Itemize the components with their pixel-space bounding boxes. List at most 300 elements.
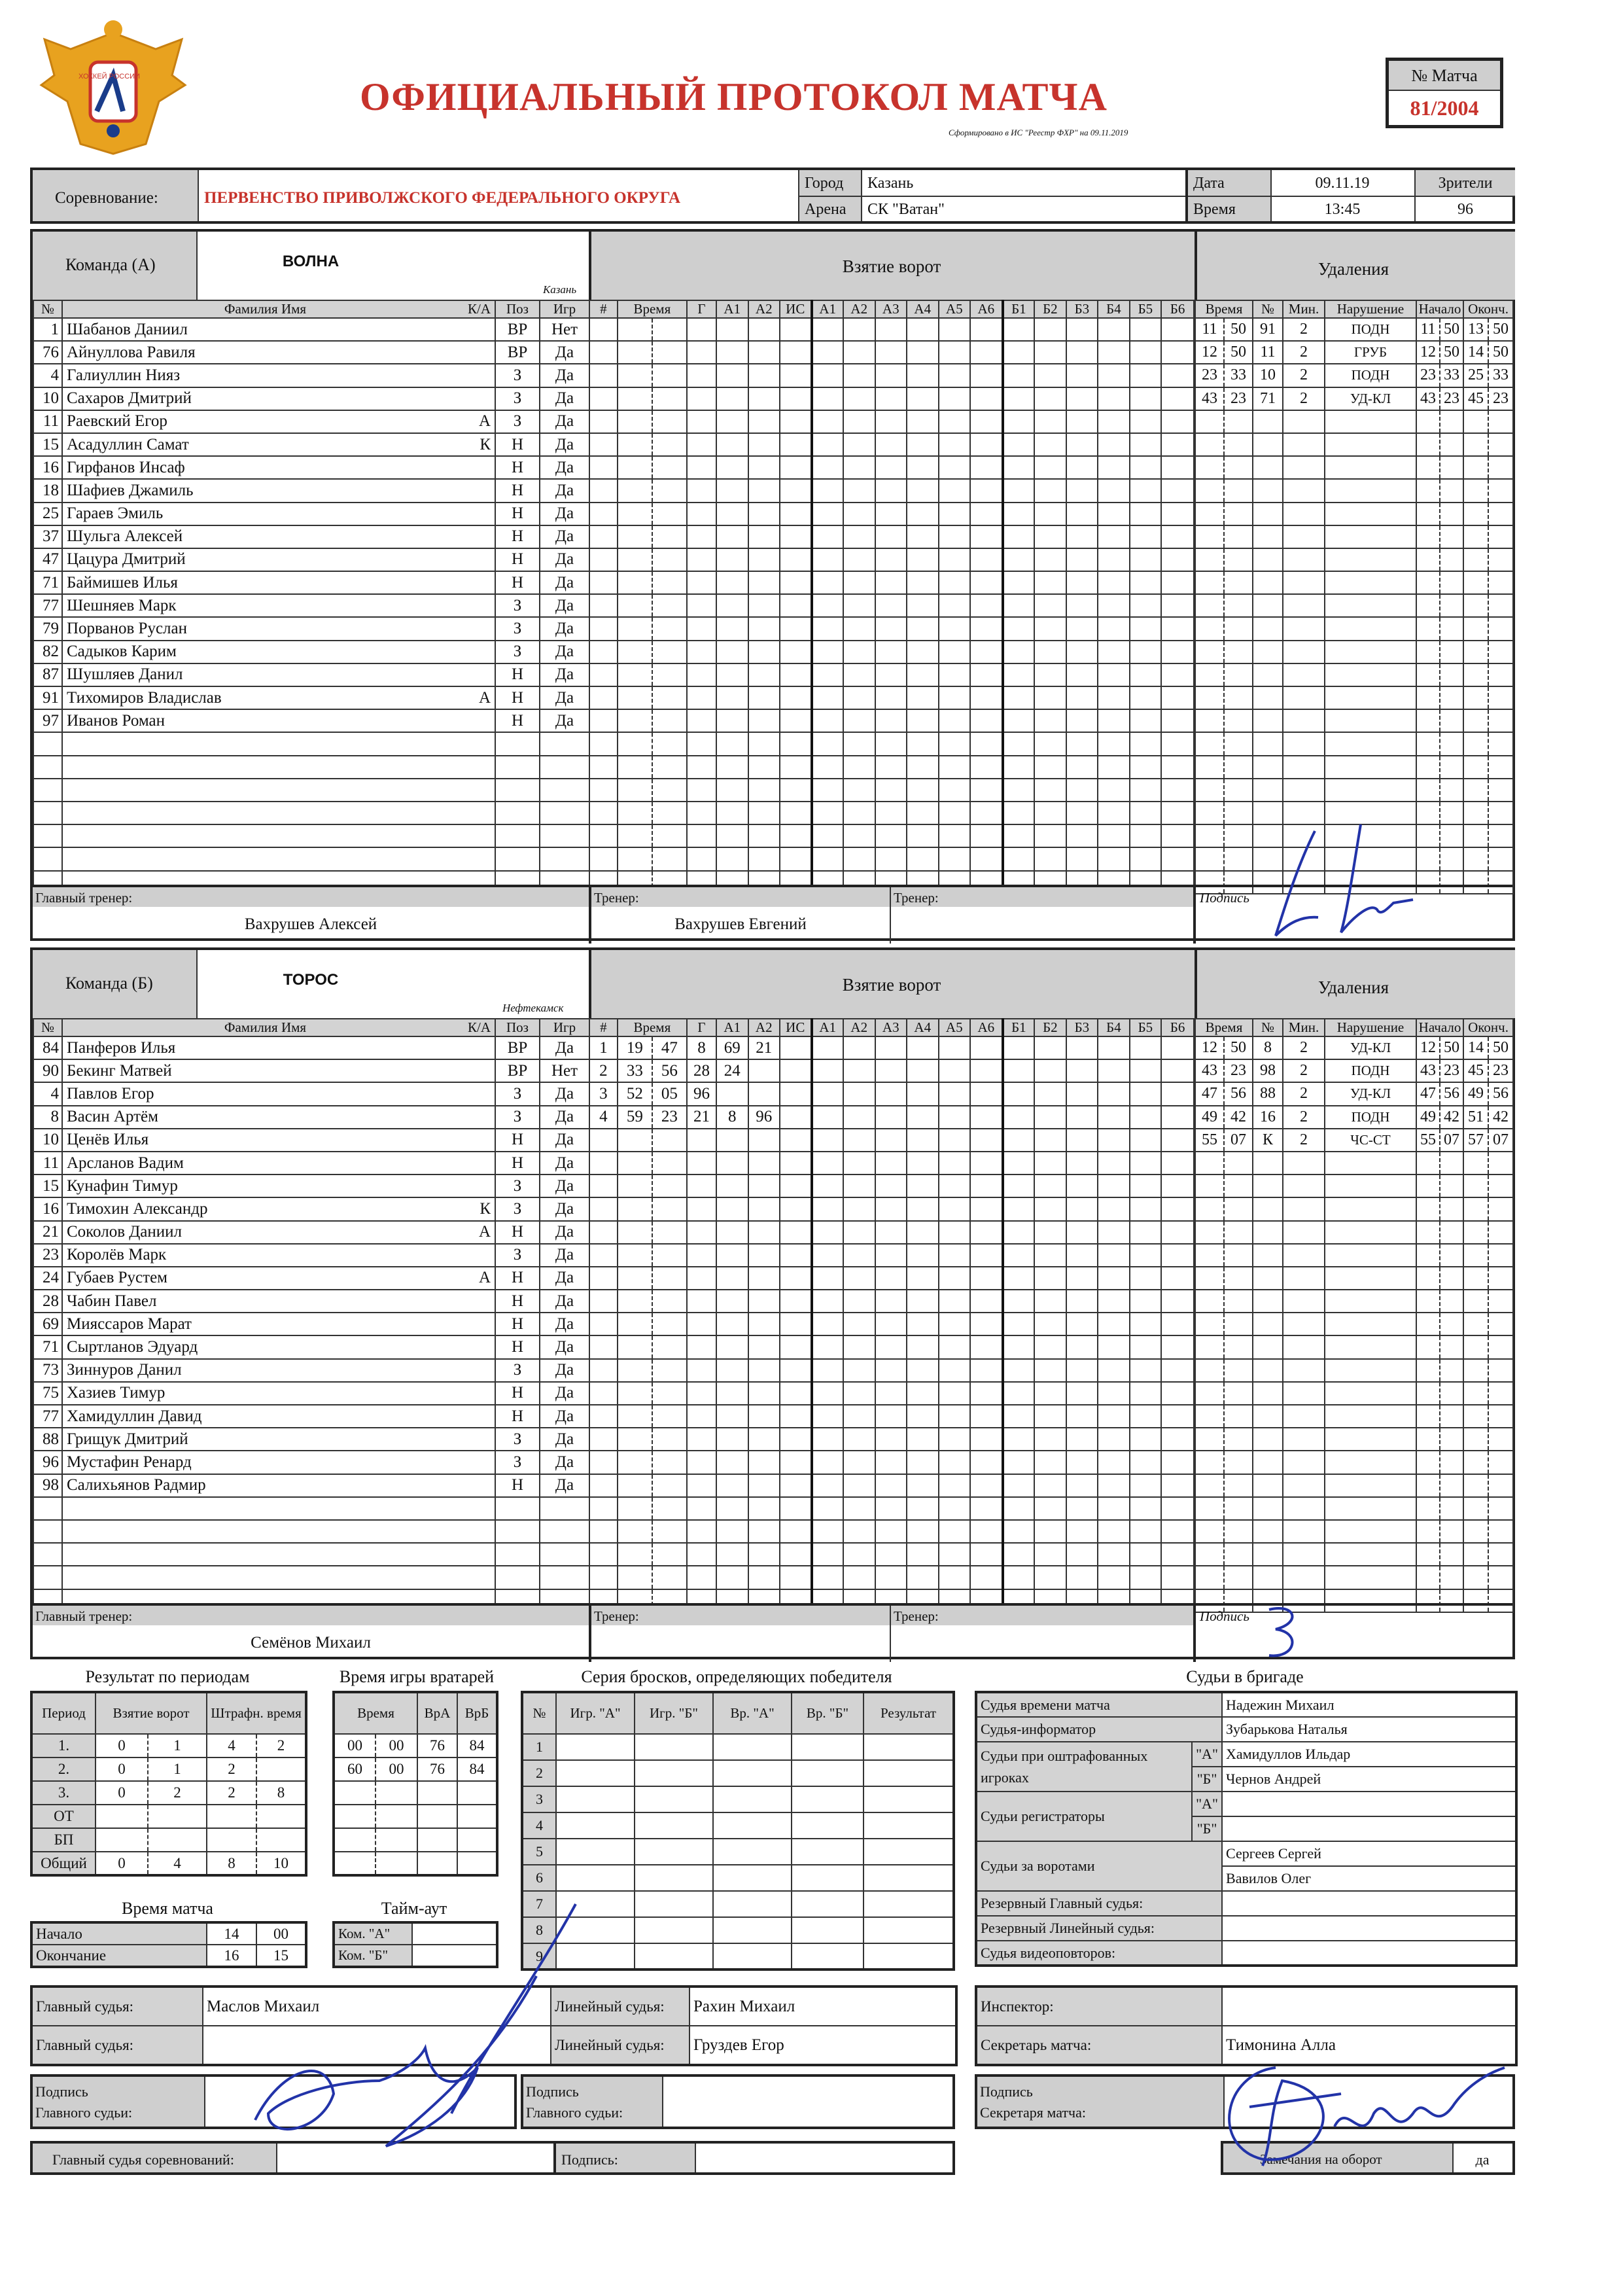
pen-minute: 49 [1195,1106,1224,1129]
goal-onice [970,1106,1003,1129]
goal-onice [907,1405,939,1428]
goal-second [652,525,687,548]
goal-assist-1 [716,1520,748,1543]
player-position: З [495,364,540,387]
goal-second [652,779,687,802]
goal-scorer [687,641,716,663]
goal-row [589,341,1194,364]
pen-minutes [1283,1197,1325,1220]
goal-second [652,594,687,617]
goal-onice [1161,686,1194,709]
goal-onice [1098,364,1130,387]
roster-header-ka: К/А [467,301,491,317]
player-number: 24 [33,1267,62,1290]
goal-onice [1066,1059,1098,1082]
player-row [33,1221,589,1244]
goal-onice [843,1290,875,1313]
player-name-cell [62,1152,495,1174]
goal-onice [1098,1221,1130,1244]
pen-second [1224,456,1253,479]
pen-end-sec [1488,594,1513,617]
pen-end-sec [1488,1152,1513,1174]
goal-onice [1098,1428,1130,1451]
player-played [540,756,589,779]
goal-onice [1066,594,1098,617]
pen-foul [1325,503,1416,525]
goal-onice [1034,1428,1066,1451]
player-role: К [480,1199,491,1218]
pen-end-sec [1488,410,1513,433]
player-name-cell [62,387,495,410]
pen-start-min [1416,1197,1440,1220]
goal-onice [1066,1129,1098,1152]
pen-foul: ЧС-СТ [1325,1129,1416,1152]
goal-minute [618,847,652,870]
pen-second [1224,1267,1253,1290]
goal-onice [1098,686,1130,709]
goal-row [589,548,1194,571]
shootout-cell [713,1812,792,1839]
goal-second [652,1313,687,1335]
pen-minutes [1283,525,1325,548]
goal-number [589,709,618,732]
goal-minute [618,732,652,755]
goal-situation [780,1474,812,1497]
team-b-label: Команда (Б) [65,974,153,993]
player-name: Хамидуллин Давид [67,1407,202,1425]
match-number-label: № Матча [1411,66,1478,85]
goal-onice [1161,1129,1194,1152]
goal-onice [970,1335,1003,1358]
pen-second [1224,847,1253,870]
goal-onice [1130,1082,1162,1105]
goal-row [589,456,1194,479]
goal-onice [1066,525,1098,548]
pen-end-sec: 50 [1488,318,1513,341]
pen-second [1224,1566,1253,1589]
pen-second [1224,410,1253,433]
pen-foul [1325,779,1416,802]
penalty-row [1195,1497,1513,1520]
shootout-cell [713,1839,792,1865]
goal-onice [1098,732,1130,755]
pen-header-end: Оконч. [1463,1019,1513,1036]
goal-situation [780,732,812,755]
goal-scorer [687,479,716,502]
pen-start-sec [1440,871,1463,894]
pen-end-sec [1488,802,1513,824]
goal-minute [618,594,652,617]
goal-onice [1098,1106,1130,1129]
goal-onice [875,594,907,617]
period-pen-b: 2 [256,1734,306,1757]
video-judge [1222,1941,1516,1966]
goal-onice [1034,824,1066,847]
goal-onice [970,1290,1003,1313]
goalie-time-table [332,1691,498,1877]
roster-header-pos: Поз [495,1019,540,1036]
goal-onice [1066,1497,1098,1520]
pen-minute: 47 [1195,1082,1224,1105]
pen-end-sec [1488,479,1513,502]
goal-second [652,1474,687,1497]
player-position: Н [495,1221,540,1244]
goal-onice [875,1290,907,1313]
player-position: ВР [495,1036,540,1059]
goal-onice [812,456,844,479]
penalty-row [1195,1129,1513,1152]
pen-minutes [1283,1290,1325,1313]
goal-onice [1130,341,1162,364]
goal-onice [1003,503,1035,525]
video-judge-label: Судья видеоповторов: [976,1941,1222,1966]
sig-main-label-1a: Подпись [35,2083,88,2100]
period-pen-header: Штрафн. время [207,1692,306,1734]
goal-onice [843,756,875,779]
pen-end-sec [1488,1313,1513,1335]
pen-end-sec [1488,686,1513,709]
pen-start-sec [1440,1335,1463,1358]
goal-onice [1098,1290,1130,1313]
goal-onice [1066,410,1098,433]
secretary: Тимонина Алла [1222,2026,1516,2065]
pen-second [1224,1174,1253,1197]
goal-second [652,1428,687,1451]
goal-onice [1098,779,1130,802]
pen-minute [1195,1152,1224,1174]
pen-start-min [1416,1405,1440,1428]
goal-onice [970,824,1003,847]
referees-table [975,1691,1518,1967]
pen-player [1253,732,1283,755]
goal-number [589,641,618,663]
pen-player [1253,641,1283,663]
goal-row [589,1451,1194,1474]
period-goals-a [96,1805,148,1828]
goal-number [589,456,618,479]
player-name-cell [62,1359,495,1382]
goal-onice [812,594,844,617]
shootout-cell [713,1865,792,1891]
goal-situation [780,1221,812,1244]
goal-assist-2 [748,617,780,640]
pen-minutes [1283,756,1325,779]
goal-situation [780,641,812,663]
player-row [33,1082,589,1105]
player-row [33,1197,589,1220]
player-row [33,525,589,548]
pen-player [1253,479,1283,502]
goal-onice [843,1082,875,1105]
goal-situation [780,847,812,870]
goal-number [589,410,618,433]
pen-end-sec [1488,756,1513,779]
goal-second [652,1359,687,1382]
goal-onice [1003,479,1035,502]
player-name-cell [62,1451,495,1474]
pen-start-sec [1440,663,1463,686]
goal-onice [970,1152,1003,1174]
goal-onice [1003,1497,1035,1520]
pen-end-min [1463,571,1488,594]
penalty-row [1195,1290,1513,1313]
goal-onice [1130,1313,1162,1335]
goal-scorer [687,1405,716,1428]
goal-onice [812,1174,844,1197]
goal-scorer [687,341,716,364]
goal-header-col: А2 [843,300,875,318]
goal-onice [907,1174,939,1197]
pen-minutes [1283,1497,1325,1520]
goal-onice [843,1129,875,1152]
player-number: 1 [33,318,62,341]
goal-onice [1130,802,1162,824]
goal-assist-1 [716,1474,748,1497]
pen-start-sec [1440,1382,1463,1405]
player-position: Н [495,1382,540,1405]
goal-onice [1161,318,1194,341]
pen-minute: 23 [1195,364,1224,387]
pen-player: 88 [1253,1082,1283,1105]
end-hour: 16 [207,1945,256,1967]
goal-onice [1034,802,1066,824]
player-number: 75 [33,1382,62,1405]
goal-minute: 33 [618,1059,652,1082]
player-position: З [495,1359,540,1382]
goalie-row [334,1757,497,1781]
period-pen-b [256,1828,306,1852]
pen-minute [1195,663,1224,686]
period-row [31,1734,306,1757]
goal-onice [875,617,907,640]
goal-situation [780,433,812,456]
pen-player: 98 [1253,1059,1283,1082]
pen-start-sec [1440,410,1463,433]
player-name-cell [62,1405,495,1428]
player-position: З [495,1428,540,1451]
goal-onice [812,1059,844,1082]
goal-onice [1034,1566,1066,1589]
pen-minutes: 2 [1283,1106,1325,1129]
goal-onice [1034,433,1066,456]
goal-header-time: Время [618,1019,687,1036]
goal-onice [1034,1152,1066,1174]
penalty-row [1195,1405,1513,1428]
goal-onice [1130,709,1162,732]
pen-end-sec [1488,1543,1513,1566]
goal-onice [812,1382,844,1405]
informer: Зубарькова Наталья [1222,1717,1516,1742]
goal-onice [1003,1129,1035,1152]
pen-minutes [1283,410,1325,433]
goal-onice [1034,364,1066,387]
goal-second [652,1335,687,1358]
goal-onice [907,1129,939,1152]
goal-onice [1098,617,1130,640]
player-number [33,824,62,847]
pen-end-min [1463,1428,1488,1451]
goal-onice [970,1543,1003,1566]
goal-situation [780,1106,812,1129]
goal-onice [939,318,971,341]
goal-scorer [687,1290,716,1313]
goal-onice [1098,479,1130,502]
goal-assist-2 [748,756,780,779]
pen-player [1253,1566,1283,1589]
line-judge-label-2: Линейный судья: [551,2026,689,2065]
goal-assist-1 [716,824,748,847]
goal-onice [1066,503,1098,525]
goal-onice [812,1106,844,1129]
player-name-cell [62,318,495,341]
player-name: Тимохин Александр [67,1199,208,1218]
goal-onice [1034,456,1066,479]
goal-header-col: А1 [716,300,748,318]
goal-onice [843,847,875,870]
pen-start-sec [1440,824,1463,847]
goal-scorer: 96 [687,1082,716,1105]
period-goals-a: 0 [96,1781,148,1805]
pen-start-sec [1440,802,1463,824]
goal-onice [1161,364,1194,387]
period-pen-a [207,1805,256,1828]
pen-minutes [1283,548,1325,571]
pen-end-sec [1488,1405,1513,1428]
goal-assist-1 [716,1566,748,1589]
goal-onice [1066,732,1098,755]
goal-onice [1066,1313,1098,1335]
pen-end-sec: 56 [1488,1082,1513,1105]
goal-onice [970,1405,1003,1428]
match-number-box [1386,58,1503,128]
goal-second [652,1129,687,1152]
goal-onice [907,479,939,502]
goal-onice [812,1290,844,1313]
goal-row [589,1152,1194,1174]
player-played: Да [540,456,589,479]
goal-scorer [687,433,716,456]
goal-onice [1003,732,1035,755]
period-name: 3. [31,1781,96,1805]
goal-onice [1130,779,1162,802]
goal-onice [1003,756,1035,779]
pen-end-sec: 50 [1488,1036,1513,1059]
shootout-cell [635,1917,713,1943]
goal-situation [780,479,812,502]
player-row [33,1520,589,1543]
goal-onice [843,318,875,341]
shootout-cell [792,1917,864,1943]
goal-onice [875,364,907,387]
pen-start-min [1416,663,1440,686]
goal-onice [1034,410,1066,433]
goal-onice [907,686,939,709]
pen-player [1253,1267,1283,1290]
goal-onice [812,433,844,456]
pen-player [1253,503,1283,525]
goal-onice [907,1428,939,1451]
pen-foul: ПОДН [1325,318,1416,341]
player-position: З [495,387,540,410]
pen-start-min [1416,1543,1440,1566]
penalty-row [1195,433,1513,456]
period-pen-a: 2 [207,1781,256,1805]
pen-player [1253,1152,1283,1174]
player-row [33,824,589,847]
goal-row [589,479,1194,502]
goal-minute: 59 [618,1106,652,1129]
goal-onice [907,571,939,594]
main-judge-label-2: Главный судья: [31,2026,203,2065]
player-row [33,756,589,779]
pen-second [1224,1428,1253,1451]
pen-end-min [1463,732,1488,755]
goal-onice [1003,1197,1035,1220]
shootout-cell [864,1786,954,1812]
goal-onice [1098,571,1130,594]
goal-onice [1066,1566,1098,1589]
shootout-cell [864,1943,954,1969]
timekeeper-label: Судья времени матча [976,1692,1222,1717]
goal-onice [812,1451,844,1474]
goal-onice [970,364,1003,387]
goal-assist-1 [716,1290,748,1313]
goal-scorer [687,617,716,640]
penalty-row [1195,1428,1513,1451]
goal-onice [1034,732,1066,755]
player-row [33,456,589,479]
pen-end-sec [1488,1244,1513,1267]
shootout-cell [556,1865,635,1891]
goal-number [589,847,618,870]
goal-onice [875,1359,907,1382]
player-position [495,1566,540,1589]
shootout-cell [792,1943,864,1969]
goal-judge-1: Сергеев Сергей [1222,1841,1516,1866]
pen-end-sec [1488,1428,1513,1451]
pen-minutes [1283,663,1325,686]
goal-onice [907,503,939,525]
goal-onice [1003,1152,1035,1174]
pen-player [1253,1174,1283,1197]
goal-onice [970,594,1003,617]
goal-second: 23 [652,1106,687,1129]
pen-end-sec: 23 [1488,387,1513,410]
pen-second [1224,617,1253,640]
player-played: Да [540,709,589,732]
pen-end-sec [1488,456,1513,479]
pen-foul [1325,1428,1416,1451]
goal-onice [1161,756,1194,779]
pen-player: 10 [1253,364,1283,387]
goal-number [589,1543,618,1566]
goal-situation [780,503,812,525]
player-name: Чабин Павел [67,1292,157,1310]
pen-header-end: Оконч. [1463,300,1513,318]
goal-minute [618,387,652,410]
pen-foul [1325,548,1416,571]
goal-second [652,479,687,502]
goal-onice [1130,824,1162,847]
player-number: 84 [33,1036,62,1059]
player-number: 90 [33,1059,62,1082]
roster-header-pos: Поз [495,300,540,318]
period-row [31,1828,306,1852]
pen-end-sec: 23 [1488,1059,1513,1082]
pen-player [1253,1497,1283,1520]
pen-minute [1195,1335,1224,1358]
shootout-number: 3 [522,1786,556,1812]
